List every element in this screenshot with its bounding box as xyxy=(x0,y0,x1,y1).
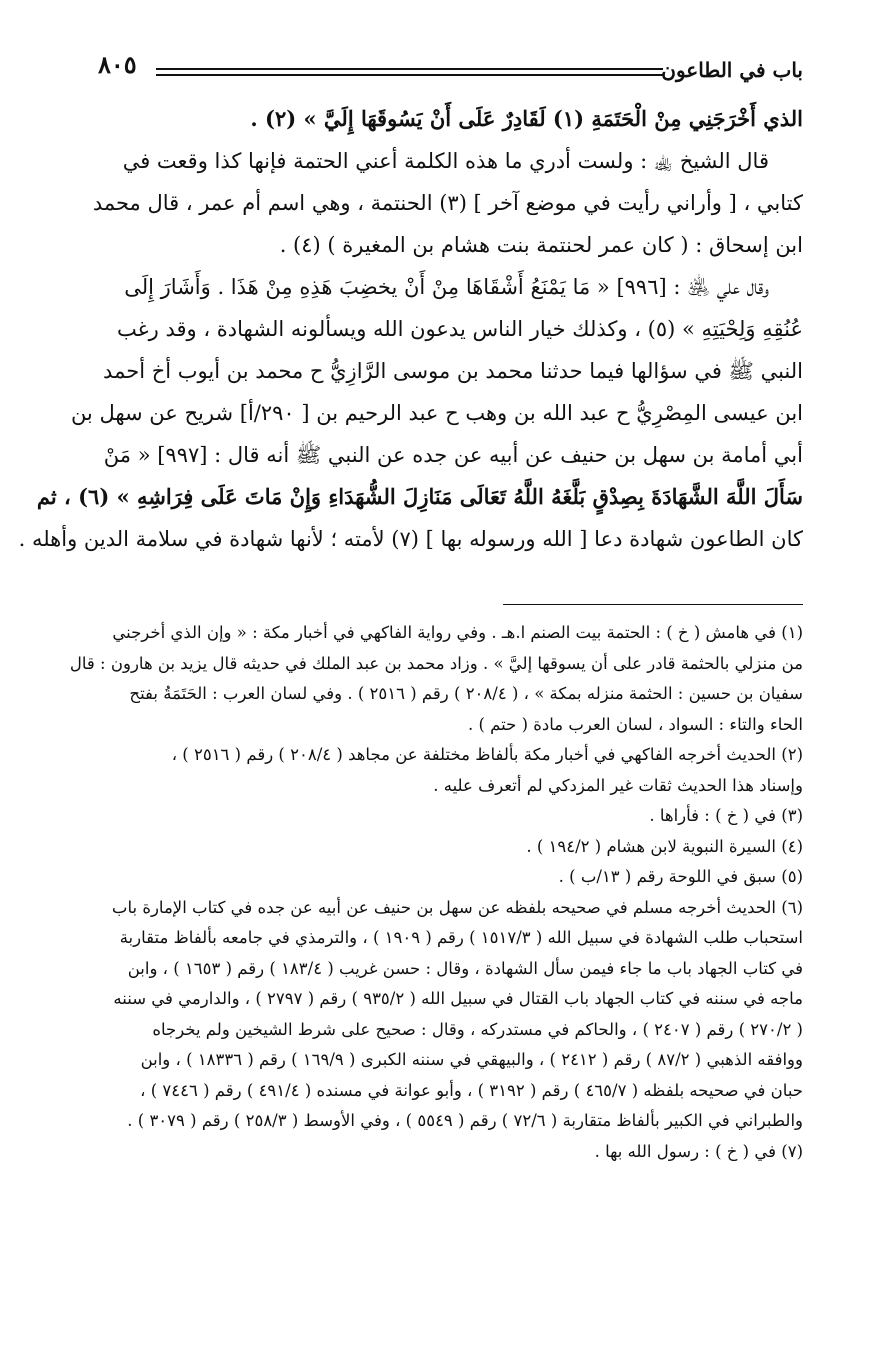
text-line: عُنُقِهِ وَلِحْيَتِهِ » (٥) ، وكذلك خيار الناس يدعون الله ويسألونه الشهادة ، وقد رغب xyxy=(117,317,803,341)
footnotes xyxy=(69,618,803,1167)
footnote-line: (٣) في ( خ ) : فأراها . xyxy=(649,806,803,825)
header-rule-lower xyxy=(156,74,663,76)
text-line: ابن إسحاق : ( كان عمر لحنتمة بنت هشام بن المغيرة ) (٤) . xyxy=(279,233,803,257)
text-line: كان الطاعون شهادة دعا [ الله ورسوله بها ] (٧) لأمته ؛ لأنها شهادة في سلامة الدين وأهله . xyxy=(18,527,803,551)
footnote-line: والطبراني في الكبير بألفاظ متقاربة ( ٧٢/٦ ) رقم ( ٥٥٤٩ ) ، وفي الأوسط ( ٢٥٨/٣ ) رقم ( ٣٠٧٩ ) . xyxy=(127,1111,803,1130)
footnote-line: (١) في هامش ( خ ) : الحتمة بيت الصنم ا.هـ . وفي رواية الفاكهي في أخبار مكة : « وإن الذي أخرجني xyxy=(112,623,803,642)
text-line: وقال علي ﵁ : [٩٩٦] « مَا يَمْنَعُ أَشْقَاهَا مِنْ أَنْ يخضِبَ هَذِهِ مِنْ هَذَا . وَأَشَارَ إِلَى xyxy=(124,275,769,299)
footnote-line: الحاء والتاء : السواد ، لسان العرب مادة ( حتم ) . xyxy=(468,714,803,734)
footnote-line: في كتاب الجهاد باب ما جاء فيمن سأل الشهادة ، وقال : حسن غريب ( ١٨٣/٤ ) رقم ( ١٦٥٣ ) ، وابن xyxy=(127,958,803,978)
text-line: النبي ﷺ في سؤالها فيما حدثنا محمد بن موسى الرَّازِيُّ ح محمد بن أيوب أخ أحمد xyxy=(103,359,803,383)
text-line: أبي أمامة بن سهل بن حنيف عن أبيه عن جده عن النبي ﷺ أنه قال : [٩٩٧] « مَنْ xyxy=(103,443,803,467)
footnote-separator xyxy=(503,604,803,605)
footnote-line: ( ٢٧٠/٢ ) رقم ( ٢٤٠٧ ) ، والحاكم في مستدركه ، وقال : صحيح على شرط الشيخين ولم يخرجاه xyxy=(152,1019,803,1039)
footnote-line: (٥) سبق في اللوحة رقم ( ١٣/ب ) . xyxy=(558,867,803,886)
page-header xyxy=(98,48,803,84)
footnote-line: ووافقه الذهبي ( ٨٧/٢ ) رقم ( ٢٤١٢ ) ، والبيهقي في سننه الكبرى ( ١٦٩/٩ ) رقم ( ١٨٣٣٦ ) ، وابن xyxy=(140,1050,803,1069)
footnote-line: وإسناد هذا الحديث ثقات غير المزدكي لم أتعرف عليه . xyxy=(433,775,803,795)
text-line: كتابي ، [ وأراني رأيت في موضع آخر ] (٣) الحنتمة ، وهي اسم أم عمر ، قال محمد xyxy=(92,191,803,215)
chapter-title: باب في الطاعون xyxy=(661,58,803,82)
footnote-line: حبان في صحيحه بلفظه ( ٤٦٥/٧ ) رقم ( ٣١٩٢ ) ، وأبو عوانة في مسنده ( ٤٩١/٤ ) رقم ( ٧٤٤٦ ) ، xyxy=(140,1080,803,1100)
footnote-line: (٦) الحديث أخرجه مسلم في صحيحه بلفظه عن سهل بن حنيف عن أبيه عن جده في كتاب الإمارة باب xyxy=(111,897,803,917)
text-line: ابن عيسى المِصْرِيُّ ح عبد الله بن وهب ح عبد الرحيم بن [ ٢٩٠/أ] شريح عن سهل بن xyxy=(70,401,803,425)
footnote-line: ماجه في سننه في كتاب الجهاد باب القتال في سبيل الله ( ٩٣٥/٢ ) رقم ( ٢٧٩٧ ) ، والدارمي في سننه xyxy=(113,989,803,1008)
footnote-line: من منزلي بالحثمة قادر على أن يسوقها إليَّ » . وزاد محمد بن عبد الملك في حديثه قال يزيد بن هارون : قال xyxy=(69,653,803,673)
footnote-line: سفيان بن حسين : الحثمة منزله بمكة » ، ( ٢٠٨/٤ ) رقم ( ٢٥١٦ ) . وفي لسان العرب : الحَتَمَةُ بفتح xyxy=(129,684,803,703)
footnote-line: (٤) السيرة النبوية لابن هشام ( ١٩٤/٢ ) . xyxy=(526,836,803,856)
text-line: قال الشيخ ﵀ : ولست أدري ما هذه الكلمة أعني الحتمة فإنها كذا وقعت في xyxy=(122,149,769,173)
header-rule xyxy=(156,68,663,70)
footnote-line: استحباب طلب الشهادة في سبيل الله ( ١٥١٧/٣ ) رقم ( ١٩٠٩ ) ، والترمذي في جامعه بألفاظ متقاربة xyxy=(119,928,803,947)
text-line: سَأَلَ اللَّهَ الشَّهَادَةَ بِصِدْقٍ بَلَّغَهُ اللَّهُ تَعَالَى مَنَازِلَ الشُّهَدَاءِ وَإِنْ مَاتَ عَلَى فِرَاشِهِ » (٦) ، ثم xyxy=(36,484,803,509)
footnote-line: (٧) في ( خ ) : رسول الله بها . xyxy=(594,1141,803,1161)
text-line: الذي أَخْرَجَنِي مِنْ الْحَتَمَةِ (١) لَقَادِرٌ عَلَى أَنْ يَسُوقَهَا إِلَيَّ » (٢) . xyxy=(250,106,803,131)
footnote-line: (٢) الحديث أخرجه الفاكهي في أخبار مكة بألفاظ مختلفة عن مجاهد ( ٢٠٨/٤ ) رقم ( ٢٥١٦ ) ، xyxy=(171,745,803,764)
main-text xyxy=(18,98,803,560)
page-number: ٨٠٥ xyxy=(98,50,137,79)
